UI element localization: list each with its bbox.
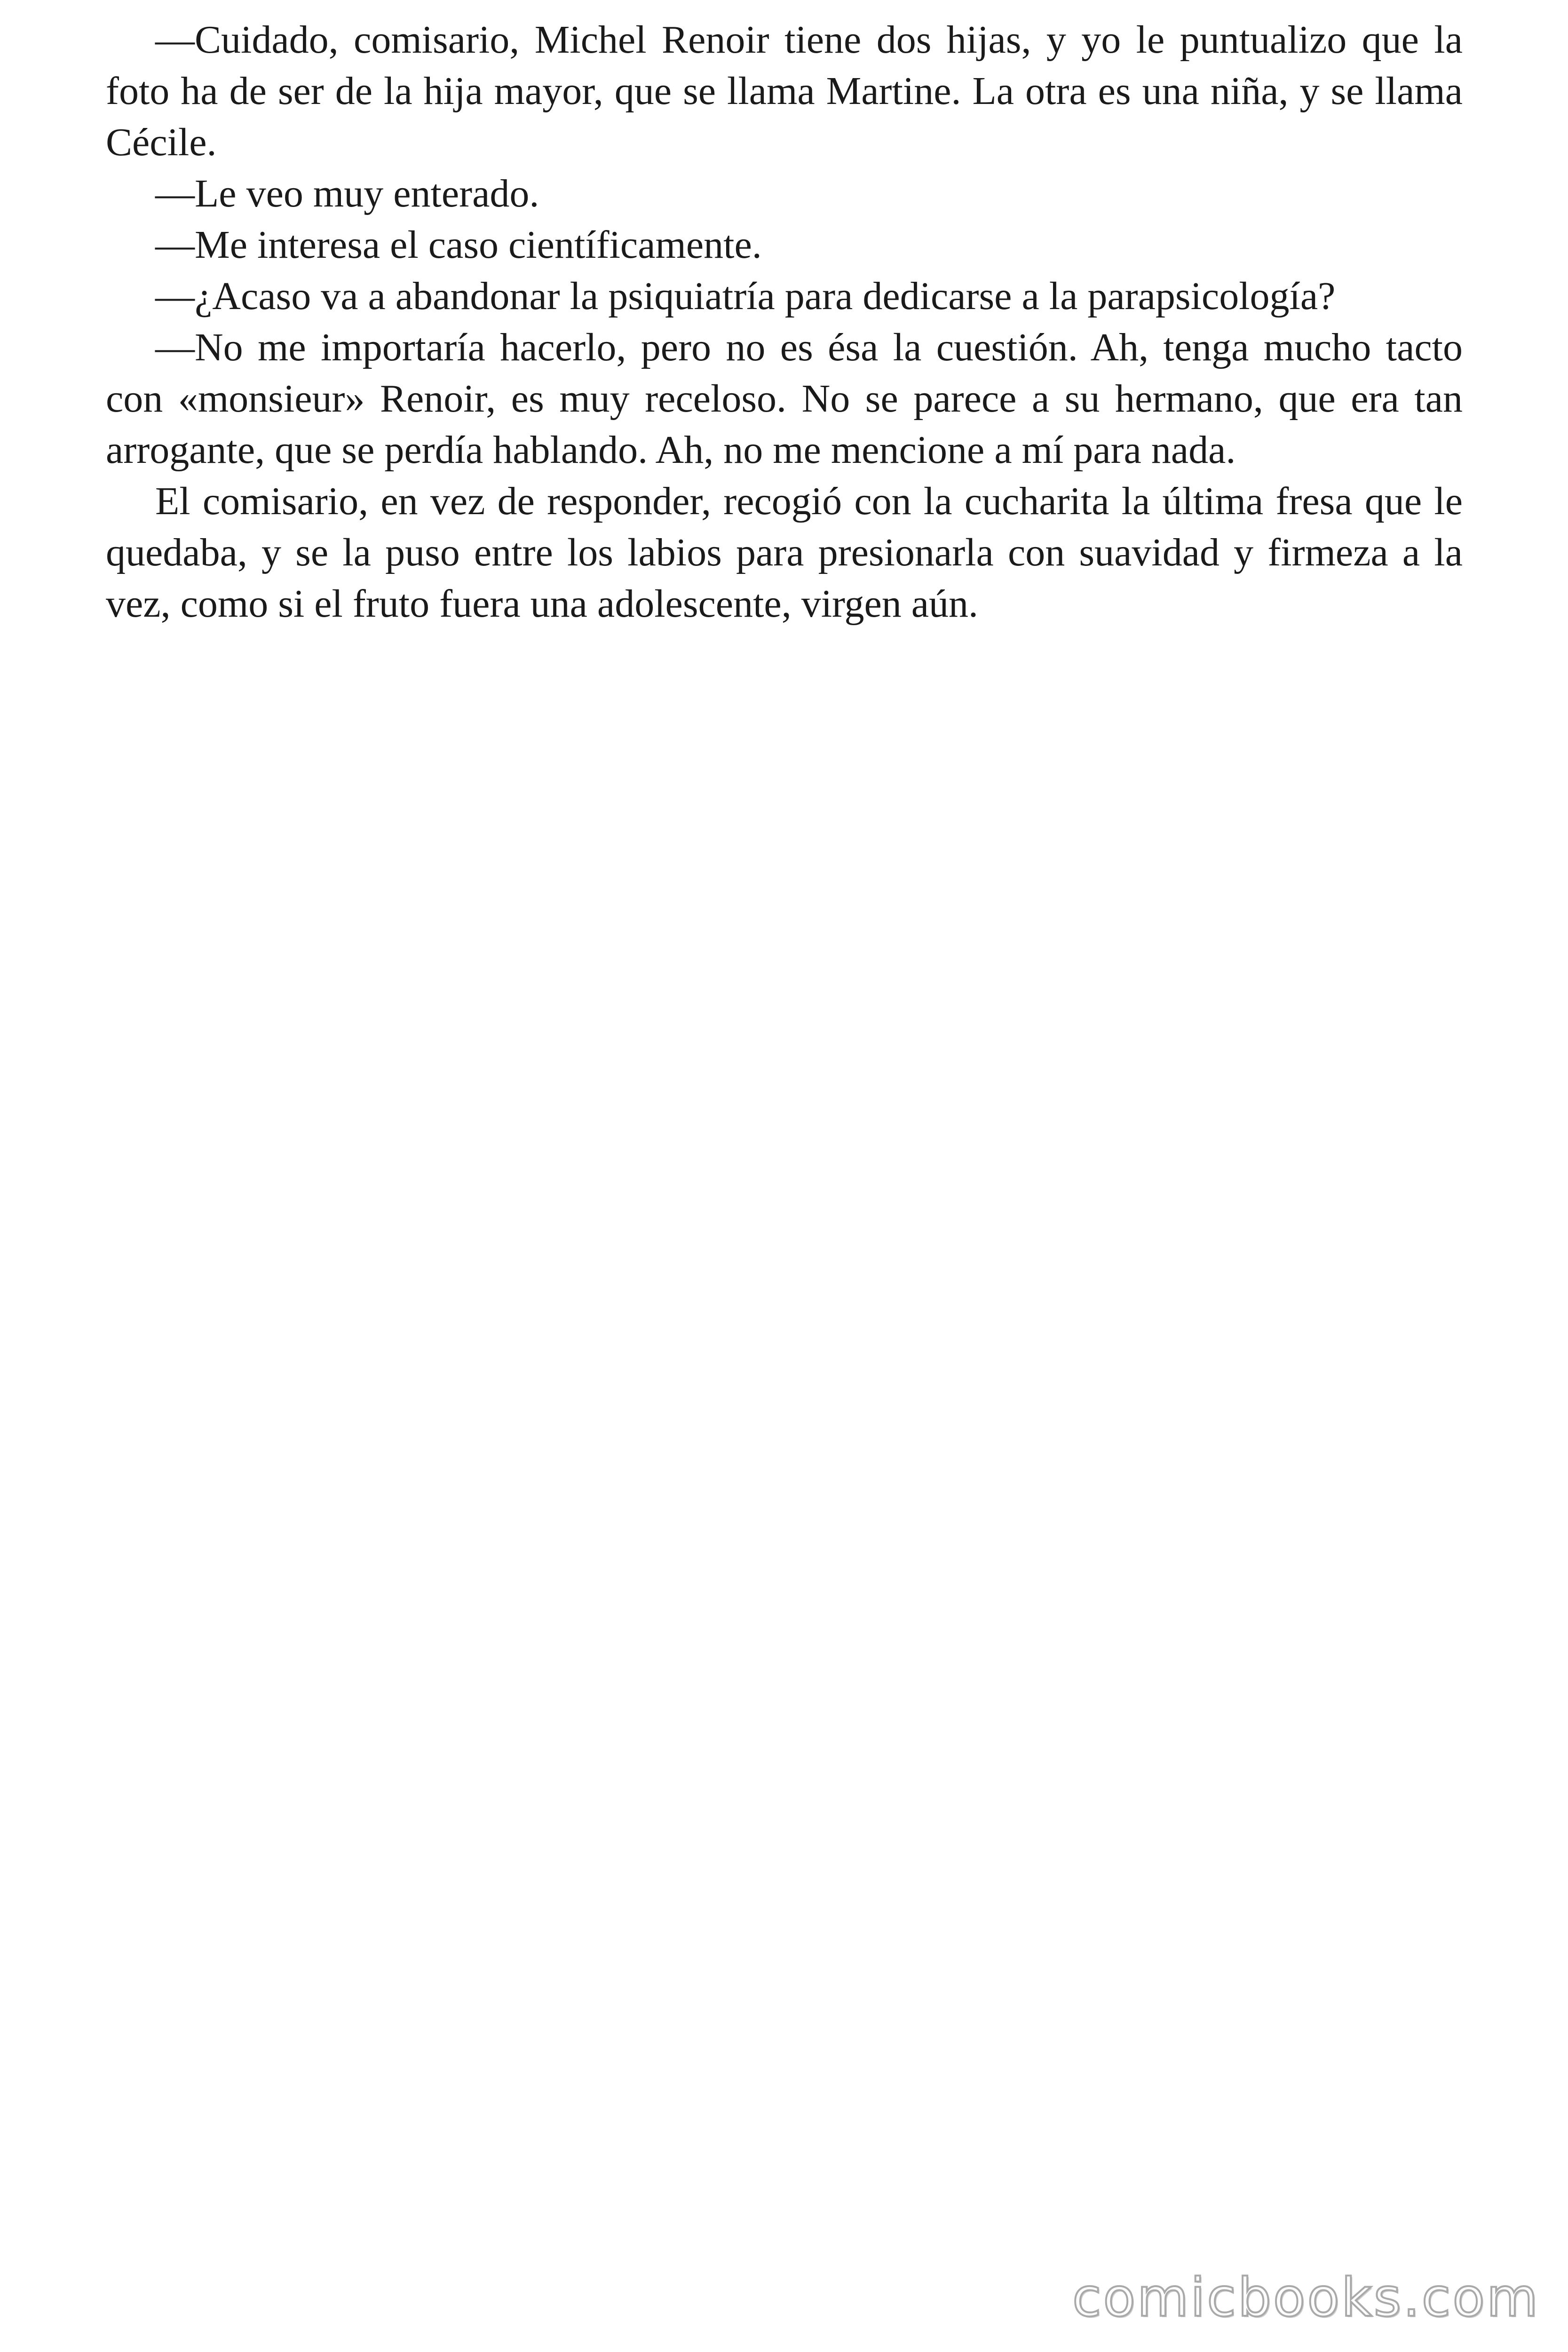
paragraph-6: El comisario, en vez de responder, recogió con la cucharita la última fresa que le quedaba, y se la puso entre los labios para presionarla con suavidad y firmeza a la vez, como si el fruto fuera una adolescente, virgen aún. [106, 479, 1463, 626]
paragraph-3: —Me interesa el caso científicamente. [155, 223, 762, 267]
paragraph-4: —¿Acaso va a abandonar la psiquiatría para dedicarse a la parapsicología? [155, 274, 1336, 318]
paragraph-5: —No me importaría hacerlo, pero no es ésa la cuestión. Ah, tenga mucho tacto con «monsieur» Renoir, es muy receloso. No se parece a su hermano, que era tan arrogante, que se perdía hablando. Ah, no me mencione a mí para nada. [106, 326, 1463, 472]
paragraph-2: —Le veo muy enterado. [155, 172, 539, 215]
watermark: comicbooks.com [1072, 2267, 1540, 2328]
body-text [106, 14, 1463, 629]
paragraph-1: —Cuidado, comisario, Michel Renoir tiene dos hijas, y yo le puntualizo que la foto ha de ser de la hija mayor, que se llama Martine. La otra es una niña, y se llama Cécile. [106, 18, 1463, 164]
